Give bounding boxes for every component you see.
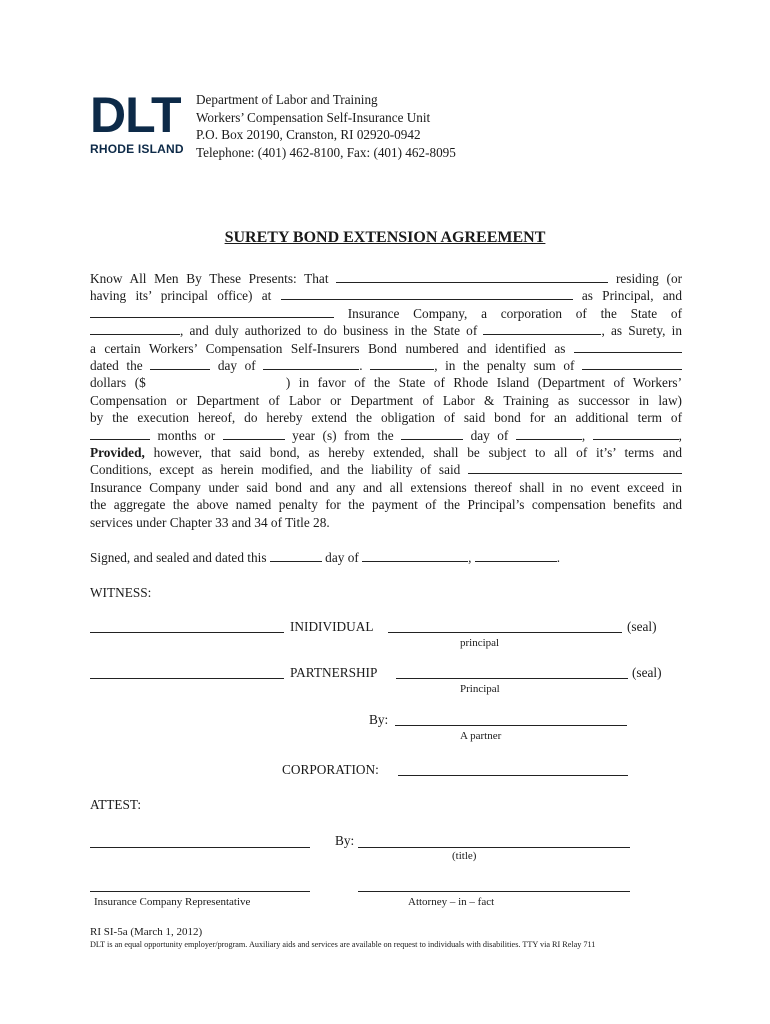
authorized-state-field[interactable] (483, 322, 601, 335)
unit-name: Workers’ Compensation Self-Insurance Unit (196, 109, 431, 125)
from-month-field[interactable] (516, 427, 582, 440)
body-text: , and duly authorized to do business in the State of (180, 323, 478, 339)
signed-text: Signed, and sealed and dated this (90, 550, 267, 565)
signed-day-field[interactable] (270, 549, 322, 562)
body-text: a certain Workers’ Compensation Self-Insurers Bond numbered and identified as (90, 340, 566, 356)
dlt-logo (90, 87, 188, 158)
attorney-label: Attorney – in – fact (408, 896, 495, 908)
po-box: P.O. Box 20190, Cranston, RI 02920-0942 (196, 127, 421, 142)
rep-label: Insurance Company Representative (94, 896, 251, 908)
agency-address-block (196, 91, 456, 161)
body-text: however, that said bond, as hereby extended, shall be subject to all of it’s’ terms and (144, 445, 682, 461)
penalty-sum-words-field[interactable] (582, 357, 682, 370)
individual-label: INIDIVIDUAL (290, 619, 374, 634)
body-text: residing (or (615, 271, 683, 286)
signed-text: day of (325, 550, 359, 565)
principal-address-field[interactable] (281, 287, 573, 300)
liable-company-field[interactable] (468, 461, 682, 474)
body-text: , (581, 427, 586, 443)
witness-label: WITNESS: (90, 585, 152, 600)
body-text: . (359, 358, 363, 374)
body-text: Know All Men By These Presents: That (90, 271, 329, 286)
bond-year-field[interactable] (370, 357, 434, 370)
individual-sub: principal (460, 637, 500, 649)
logo-subtitle: RHODE ISLAND (90, 142, 184, 156)
partnership-sub: Principal (460, 683, 500, 695)
body-text: months or (157, 427, 216, 443)
agency-name: Department of Labor and Training (196, 92, 378, 107)
bond-number-field[interactable] (574, 340, 682, 353)
body-text: day of (470, 427, 509, 443)
body-text: Compensation or Department of Labor or Department of Labor & Training as successor in law) (90, 392, 682, 408)
term-years-field[interactable] (223, 427, 285, 440)
body-text: as Principal, and (581, 288, 682, 304)
principal-name-field[interactable] (336, 270, 608, 283)
bond-day-field[interactable] (150, 357, 210, 370)
body-text: services under Chapter 33 and 34 of Title 28. (90, 514, 330, 530)
corporation-label: CORPORATION: (282, 762, 379, 777)
partnership-seal: (seal) (632, 665, 662, 680)
body-text: dated the (90, 358, 143, 374)
signed-line (90, 549, 560, 566)
body-text: having its’ principal office) at (90, 288, 272, 304)
partner-signature-line[interactable] (395, 725, 627, 726)
body-text: year (s) from the (292, 427, 394, 443)
body-text: Insurance Company, a corporation of the State of (347, 305, 682, 321)
attest-title-sub: (title) (452, 850, 477, 862)
body-text: dollars ($ (90, 375, 146, 391)
attest-label: ATTEST: (90, 797, 142, 812)
partner-sub: A partner (460, 730, 502, 742)
individual-signature-line[interactable] (388, 632, 622, 633)
document-title: SURETY BOND EXTENSION AGREEMENT (224, 229, 546, 246)
attest-by-label: By: (335, 833, 355, 848)
corporation-signature-line[interactable] (398, 775, 628, 776)
partnership-signature-line[interactable] (396, 678, 628, 679)
signed-text: , (468, 550, 472, 565)
partnership-witness-line[interactable] (90, 678, 284, 679)
provided-label: Provided, (90, 445, 145, 461)
term-months-field[interactable] (90, 427, 150, 440)
signed-month-field[interactable] (362, 549, 468, 562)
body-text: ) in favor of the State of Rhode Island (Department of Workers’ (285, 375, 682, 391)
logo-letters: DLT (90, 87, 181, 143)
eeo-statement: DLT is an equal opportunity employer/program. Auxiliary aids and services are available on request to individuals with disabilities. TTY via RI Relay 711 (90, 940, 596, 949)
form-number: RI SI-5a (March 1, 2012) (90, 926, 203, 938)
body-text: day of (217, 358, 256, 374)
body-text: , in the penalty sum of (434, 358, 575, 374)
individual-witness-line[interactable] (90, 632, 284, 633)
body-text: Insurance Company under said bond and any and all extensions thereof shall in no event exceed in (90, 479, 682, 495)
body-text: the aggregate the above named penalty for the payment of the Principal’s compensation benefits and (90, 497, 682, 513)
attorney-signature-line[interactable] (358, 891, 630, 892)
insurance-company-field[interactable] (90, 305, 334, 318)
bond-month-field[interactable] (263, 357, 359, 370)
agreement-body (90, 270, 682, 531)
body-text: by the execution hereof, do hereby extend the obligation of said bond for an additional term of (90, 410, 682, 426)
body-text: Conditions, except as herein modified, and the liability of said (90, 462, 461, 478)
body-text: , as Surety, in (601, 323, 682, 339)
individual-seal: (seal) (627, 619, 657, 634)
attest-signature-line[interactable] (90, 847, 310, 848)
from-year-field[interactable] (593, 427, 679, 440)
surety-state-field[interactable] (90, 322, 180, 335)
signed-year-field[interactable] (475, 549, 557, 562)
from-day-field[interactable] (401, 427, 463, 440)
attest-by-line[interactable] (358, 847, 630, 848)
partner-by-label: By: (369, 712, 389, 727)
partnership-label: PARTNERSHIP (290, 665, 378, 680)
rep-signature-line[interactable] (90, 891, 310, 892)
phone-fax: Telephone: (401) 462-8100, Fax: (401) 462-8095 (196, 144, 456, 160)
body-text: , (678, 427, 682, 443)
signed-text: . (556, 550, 561, 565)
